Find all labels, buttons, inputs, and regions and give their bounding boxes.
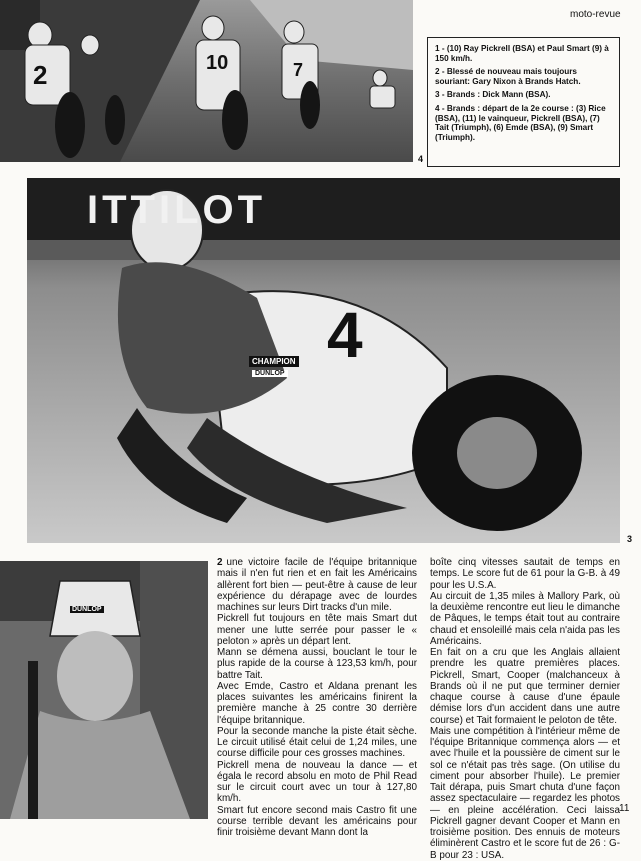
caption: 3 - Brands : Dick Mann (BSA). xyxy=(435,90,551,100)
caption: 4 - Brands : départ de la 2e course : (3) Rice (BSA), (11) le vainqueur, Pickrell (BSA), (7) Tait (Triumph), (6) Emde (BSA), (9) Smart (Triumph). xyxy=(435,103,606,142)
banner-text: ITTILOT xyxy=(87,188,267,232)
paragraph: Pour la seconde manche la piste était sèche. Le circuit utilisé était celui de 1,24 miles, une course difficile pour ces grosses machines. xyxy=(217,725,417,760)
sponsor-decal: CHAMPION xyxy=(249,356,299,367)
article-column-2 xyxy=(430,557,620,861)
photo-race-start xyxy=(0,0,413,162)
sponsor-decal: DUNLOP xyxy=(252,370,288,377)
photo-dick-mann xyxy=(27,178,620,543)
article-column-1 xyxy=(217,557,417,838)
paragraph: Au circuit de 1,35 miles à Mallory Park, où la deuxième rencontre eut lieu le dimanche de Pâques, le temps était tout au contraire chaud et ensoleillé mais cela n'aida pas les Américains. xyxy=(430,590,620,647)
figure-number: 2 xyxy=(217,557,223,568)
paragraph: une victoire facile de l'équipe britannique mais il n'en fut rien et en fait les Américains allèrent fort bien — peut-être à cause de leur expérience du dérapage avec de lourdes machines sur leurs Dirt tracks d'un mile. xyxy=(217,557,417,613)
figure-number: 3 xyxy=(627,534,633,544)
cap-badge: DUNLOP xyxy=(72,606,102,613)
photo-gary-nixon xyxy=(0,561,208,819)
caption: 2 - Blessé de nouveau mais toujours souriant: Gary Nixon à Brands Hatch. xyxy=(435,67,581,86)
paragraph: Pickrell fut toujours en tête mais Smart dut mener une lutte serrée pour passer le « peloton » après un départ lent. xyxy=(217,613,417,647)
section-header: moto-revue xyxy=(570,9,621,20)
page-number: 11 xyxy=(619,803,630,814)
paragraph: Smart fut encore second mais Castro fit une course terrible devant les américains pour finir troisième devant Mann dont la xyxy=(217,804,417,838)
caption-box xyxy=(427,37,620,167)
figure-number: 4 xyxy=(418,154,424,164)
caption: 1 - (10) Ray Pickrell (BSA) et Paul Smart (9) à 150 km/h. xyxy=(435,44,609,63)
paragraph: Mann se démena aussi, bouclant le tour le plus rapide de la course à 123,53 km/h, pour battre Tait. xyxy=(217,647,417,681)
paragraph: Mais une compétition à l'intérieur même de l'équipe Britannique commença alors — et avec l'huile et la poussière de ciment sur le sol ce n'était pas très sage. (On utilise du ciment pour absorber l'huile). Le premier Tait dérapa, puis Smart chuta d'une façon assez spectaculaire — regardez les photos — en pleine accélération. Ceci laissa Pickrell gagner devant Cooper et Mann en troisième position. Des ennuis de moteurs éliminèrent Castro et le score fut de 26 : G-B pour 23 : USA. xyxy=(430,725,620,861)
paragraph: En fait on a cru que les Anglais allaient prendre les quatre premières places. Pickrell, Smart, Cooper (malchanceux à Brands où il ne put que terminer dernier chaque course à cause d'une épaule démise lors d'un accident dans une autre course) et Tait formaient le peloton de tête. xyxy=(430,647,620,726)
rider-number: 7 xyxy=(293,60,304,80)
rider-number: 2 xyxy=(33,60,48,90)
rider-number: 10 xyxy=(206,52,229,74)
race-number: 4 xyxy=(327,299,363,371)
paragraph: boîte cinq vitesses sautait de temps en temps. Le score fut de 61 pour la G-B. à 49 pour les U.S.A. xyxy=(430,557,620,591)
paragraph: Pickrell mena de nouveau la dance — et égala le record absolu en moto de Phil Read sur le circuit court avec un tour à 127,80 km/h. xyxy=(217,759,417,805)
paragraph: Avec Emde, Castro et Aldana prenant les places suivantes les américains finirent la première manche à 25 contre 30 derrière l'équipe britannique. xyxy=(217,680,417,726)
